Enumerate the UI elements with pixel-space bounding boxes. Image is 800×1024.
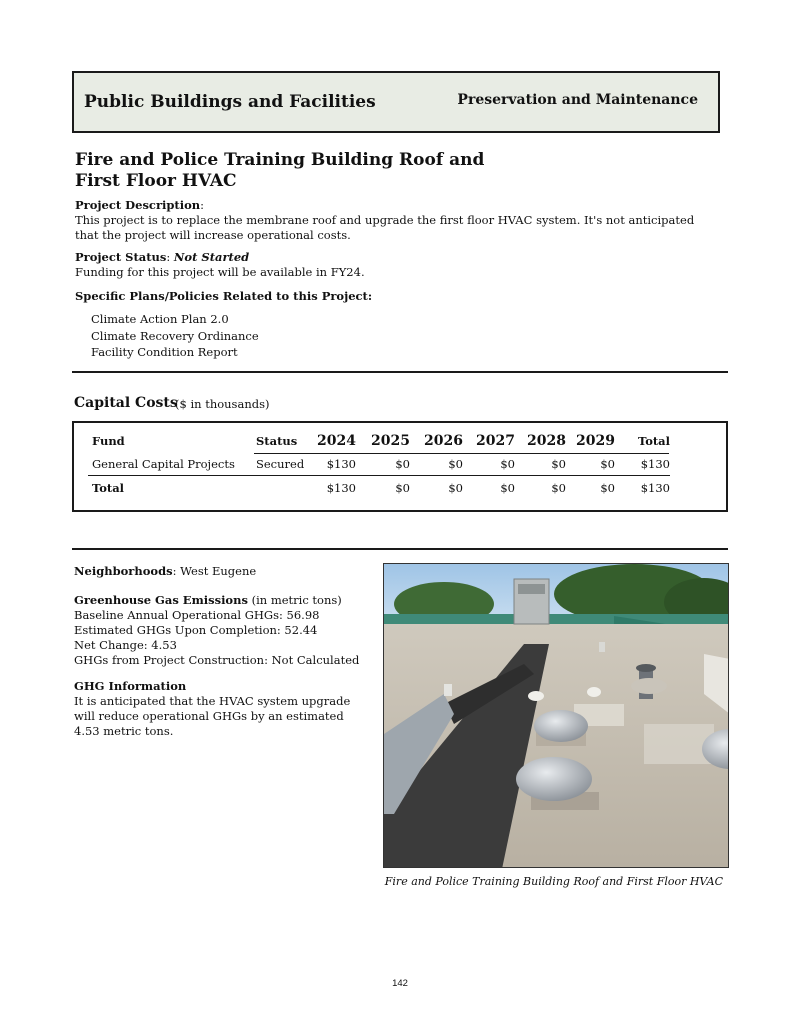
plan-item: Climate Action Plan 2.0 bbox=[91, 312, 229, 326]
project-status-block: Project Status: Not Started Funding for this project will be available in FY24. bbox=[75, 250, 715, 280]
section-header bbox=[72, 71, 720, 133]
ghg-net-change: Net Change: 4.53 bbox=[74, 638, 177, 652]
cost-cell: $0 bbox=[395, 457, 410, 471]
col-header-year: 2029 bbox=[576, 433, 615, 449]
cost-cell: $130 bbox=[326, 457, 356, 471]
plans-list bbox=[91, 311, 259, 361]
total-cell: $0 bbox=[551, 481, 566, 495]
roof-photo bbox=[383, 563, 729, 868]
status-label: Project Status bbox=[75, 250, 167, 264]
page-number: 142 bbox=[392, 978, 408, 989]
description-label: Project Description bbox=[75, 198, 201, 212]
col-header-status: Status bbox=[256, 434, 298, 448]
plan-item: Climate Recovery Ordinance bbox=[91, 328, 259, 343]
total-underline bbox=[88, 475, 670, 476]
total-cell-grand: $130 bbox=[640, 481, 670, 495]
total-cell: $0 bbox=[395, 481, 410, 495]
funding-note: Funding for this project will be available in FY24. bbox=[75, 265, 365, 279]
description-text: This project is to replace the membrane roof and upgrade the first floor HVAC system. It's not anticipated that the project will increase operational costs. bbox=[75, 213, 695, 242]
cost-cell: $0 bbox=[500, 457, 515, 471]
capital-costs-table bbox=[72, 421, 728, 512]
ghg-estimated: Estimated GHGs Upon Completion: 52.44 bbox=[74, 623, 318, 637]
neighborhoods-label: Neighborhoods bbox=[74, 564, 173, 578]
roof-illustration bbox=[384, 564, 729, 868]
total-cell: $130 bbox=[326, 481, 356, 495]
program-title: Preservation and Maintenance bbox=[457, 92, 698, 108]
cost-cell: $0 bbox=[600, 457, 615, 471]
ghg-emissions-label: Greenhouse Gas Emissions bbox=[74, 593, 248, 607]
total-cell: $0 bbox=[600, 481, 615, 495]
photo-caption: Fire and Police Training Building Roof and First Floor HVAC bbox=[384, 875, 723, 888]
ghg-info-block bbox=[74, 679, 364, 739]
total-label: Total bbox=[92, 481, 125, 495]
status-value: Not Started bbox=[173, 250, 250, 264]
project-title: Fire and Police Training Building Roof and First Floor HVAC bbox=[75, 150, 485, 191]
plan-item: Facility Condition Report bbox=[91, 345, 238, 359]
ghg-construction: GHGs from Project Construction: Not Calculated bbox=[74, 653, 360, 667]
cost-cell: $0 bbox=[551, 457, 566, 471]
col-header-fund: Fund bbox=[92, 434, 125, 448]
neighborhoods-line: Neighborhoods: West Eugene bbox=[74, 564, 257, 578]
col-header-year: 2026 bbox=[424, 433, 463, 449]
ghg-baseline: Baseline Annual Operational GHGs: 56.98 bbox=[74, 608, 320, 622]
col-header-year: 2027 bbox=[476, 433, 515, 449]
col-header-total: Total bbox=[637, 434, 670, 448]
col-header-year: 2025 bbox=[371, 433, 410, 449]
capital-costs-title: Capital Costs bbox=[74, 395, 178, 411]
plans-label: Specific Plans/Policies Related to this Project: bbox=[75, 289, 373, 303]
total-cell: $0 bbox=[500, 481, 515, 495]
header-underline bbox=[254, 453, 669, 454]
ghg-info-text: It is anticipated that the HVAC system upgrade will reduce operational GHGs by an estimated 4.53 metric tons. bbox=[74, 694, 351, 738]
neighborhoods-value: West Eugene bbox=[180, 564, 257, 578]
col-header-year: 2028 bbox=[527, 433, 566, 449]
cost-cell-total: $130 bbox=[640, 457, 670, 471]
divider bbox=[72, 371, 728, 373]
fund-name: General Capital Projects bbox=[92, 457, 235, 471]
category-title: Public Buildings and Facilities bbox=[84, 92, 376, 112]
total-cell: $0 bbox=[448, 481, 463, 495]
divider bbox=[72, 548, 728, 550]
ghg-info-label: GHG Information bbox=[74, 679, 187, 693]
ghg-emissions-unit: (in metric tons) bbox=[251, 593, 342, 607]
project-description-block: Project Description: This project is to replace the membrane roof and upgrade the first floor HVAC system. It's not anticipated that the project will increase operational costs. bbox=[75, 198, 715, 243]
capital-costs-subtitle: ($ in thousands) bbox=[175, 397, 270, 411]
cost-cell: $0 bbox=[448, 457, 463, 471]
fund-status: Secured bbox=[256, 457, 305, 471]
col-header-year: 2024 bbox=[317, 433, 356, 449]
ghg-emissions-block bbox=[74, 593, 374, 668]
